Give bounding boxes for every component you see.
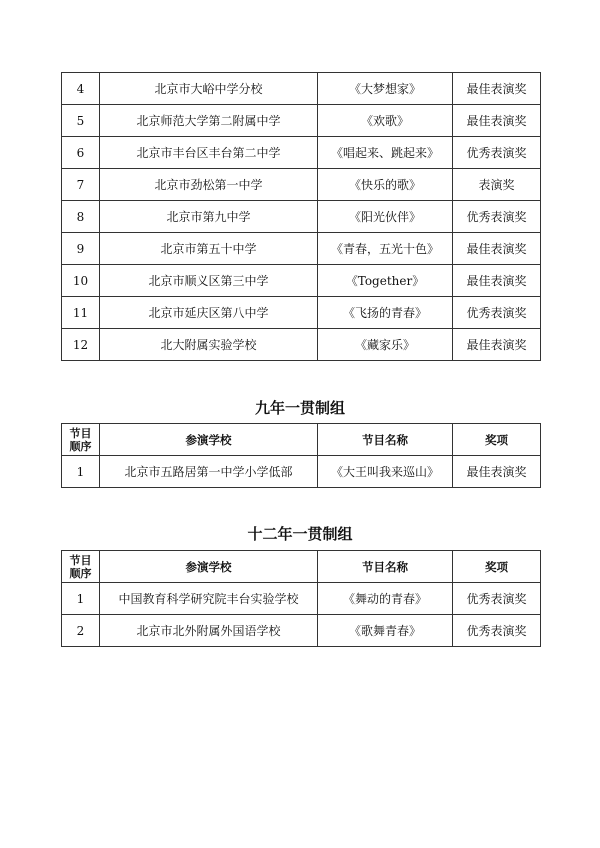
program-cell: 《舞动的青春》 [318, 583, 453, 615]
school-cell: 北京市延庆区第八中学 [100, 297, 318, 329]
school-cell: 北京师范大学第二附属中学 [100, 105, 318, 137]
order-cell: 12 [62, 329, 100, 361]
program-cell: 《青春，五光十色》 [318, 233, 453, 265]
table-row [62, 456, 541, 488]
order-cell: 4 [62, 73, 100, 105]
school-header: 参演学校 [100, 424, 318, 456]
program-cell: 《大梦想家》 [318, 73, 453, 105]
order-header [62, 551, 100, 583]
order-cell: 2 [62, 615, 100, 647]
program-cell: 《阳光伙伴》 [318, 201, 453, 233]
school-cell: 北京市第五十中学 [100, 233, 318, 265]
school-header: 参演学校 [100, 551, 318, 583]
school-cell: 北京市顺义区第三中学 [100, 265, 318, 297]
award-cell: 优秀表演奖 [453, 201, 541, 233]
order-cell: 1 [62, 456, 100, 488]
order-cell: 1 [62, 583, 100, 615]
award-cell: 优秀表演奖 [453, 137, 541, 169]
order-cell: 10 [62, 265, 100, 297]
school-cell: 北京市劲松第一中学 [100, 169, 318, 201]
nine-year-awards-table [61, 423, 541, 488]
table-row [62, 265, 541, 297]
school-cell: 中国教育科学研究院丰台实验学校 [100, 583, 318, 615]
table-row [62, 137, 541, 169]
award-cell: 最佳表演奖 [453, 105, 541, 137]
table-row [62, 583, 541, 615]
table-row [62, 329, 541, 361]
twelve-year-awards-table [61, 550, 541, 647]
school-cell: 北京市第九中学 [100, 201, 318, 233]
award-header: 奖项 [453, 551, 541, 583]
program-cell: 《大王叫我来巡山》 [318, 456, 453, 488]
header-row [62, 551, 541, 583]
school-cell: 北京市大峪中学分校 [100, 73, 318, 105]
award-header: 奖项 [453, 424, 541, 456]
order-header-line2: 顺序 [69, 566, 92, 580]
program-cell: 《歌舞青春》 [318, 615, 453, 647]
order-cell: 8 [62, 201, 100, 233]
program-cell: 《Together》 [318, 265, 453, 297]
section-title-twelve-year: 十二年一贯制组 [247, 525, 353, 543]
section-title-nine-year: 九年一贯制组 [254, 399, 345, 417]
header-row [62, 424, 541, 456]
order-cell: 11 [62, 297, 100, 329]
school-cell: 北京市丰台区丰台第二中学 [100, 137, 318, 169]
table-row [62, 297, 541, 329]
table-row [62, 169, 541, 201]
table-row [62, 73, 541, 105]
program-cell: 《快乐的歌》 [318, 169, 453, 201]
order-header-line1: 节目 [69, 553, 92, 567]
table-row [62, 105, 541, 137]
award-cell: 最佳表演奖 [453, 73, 541, 105]
table-row [62, 233, 541, 265]
program-cell: 《藏家乐》 [318, 329, 453, 361]
school-cell: 北京市北外附属外国语学校 [100, 615, 318, 647]
order-header [62, 424, 100, 456]
award-cell: 优秀表演奖 [453, 615, 541, 647]
order-cell: 6 [62, 137, 100, 169]
award-cell: 最佳表演奖 [453, 233, 541, 265]
school-cell: 北京市五路居第一中学小学低部 [100, 456, 318, 488]
order-cell: 7 [62, 169, 100, 201]
award-cell: 优秀表演奖 [453, 297, 541, 329]
order-header-line2: 顺序 [69, 439, 92, 453]
program-header: 节目名称 [318, 551, 453, 583]
order-cell: 9 [62, 233, 100, 265]
award-cell: 最佳表演奖 [453, 329, 541, 361]
award-cell: 优秀表演奖 [453, 583, 541, 615]
program-cell: 《欢歌》 [318, 105, 453, 137]
order-header-line1: 节目 [69, 426, 92, 440]
program-cell: 《飞扬的青春》 [318, 297, 453, 329]
award-cell: 最佳表演奖 [453, 265, 541, 297]
award-cell: 表演奖 [453, 169, 541, 201]
table-row [62, 615, 541, 647]
order-cell: 5 [62, 105, 100, 137]
program-cell: 《唱起来、跳起来》 [318, 137, 453, 169]
table-row [62, 201, 541, 233]
school-cell: 北大附属实验学校 [100, 329, 318, 361]
awards-table-continued [61, 72, 541, 361]
award-cell: 最佳表演奖 [453, 456, 541, 488]
program-header: 节目名称 [318, 424, 453, 456]
